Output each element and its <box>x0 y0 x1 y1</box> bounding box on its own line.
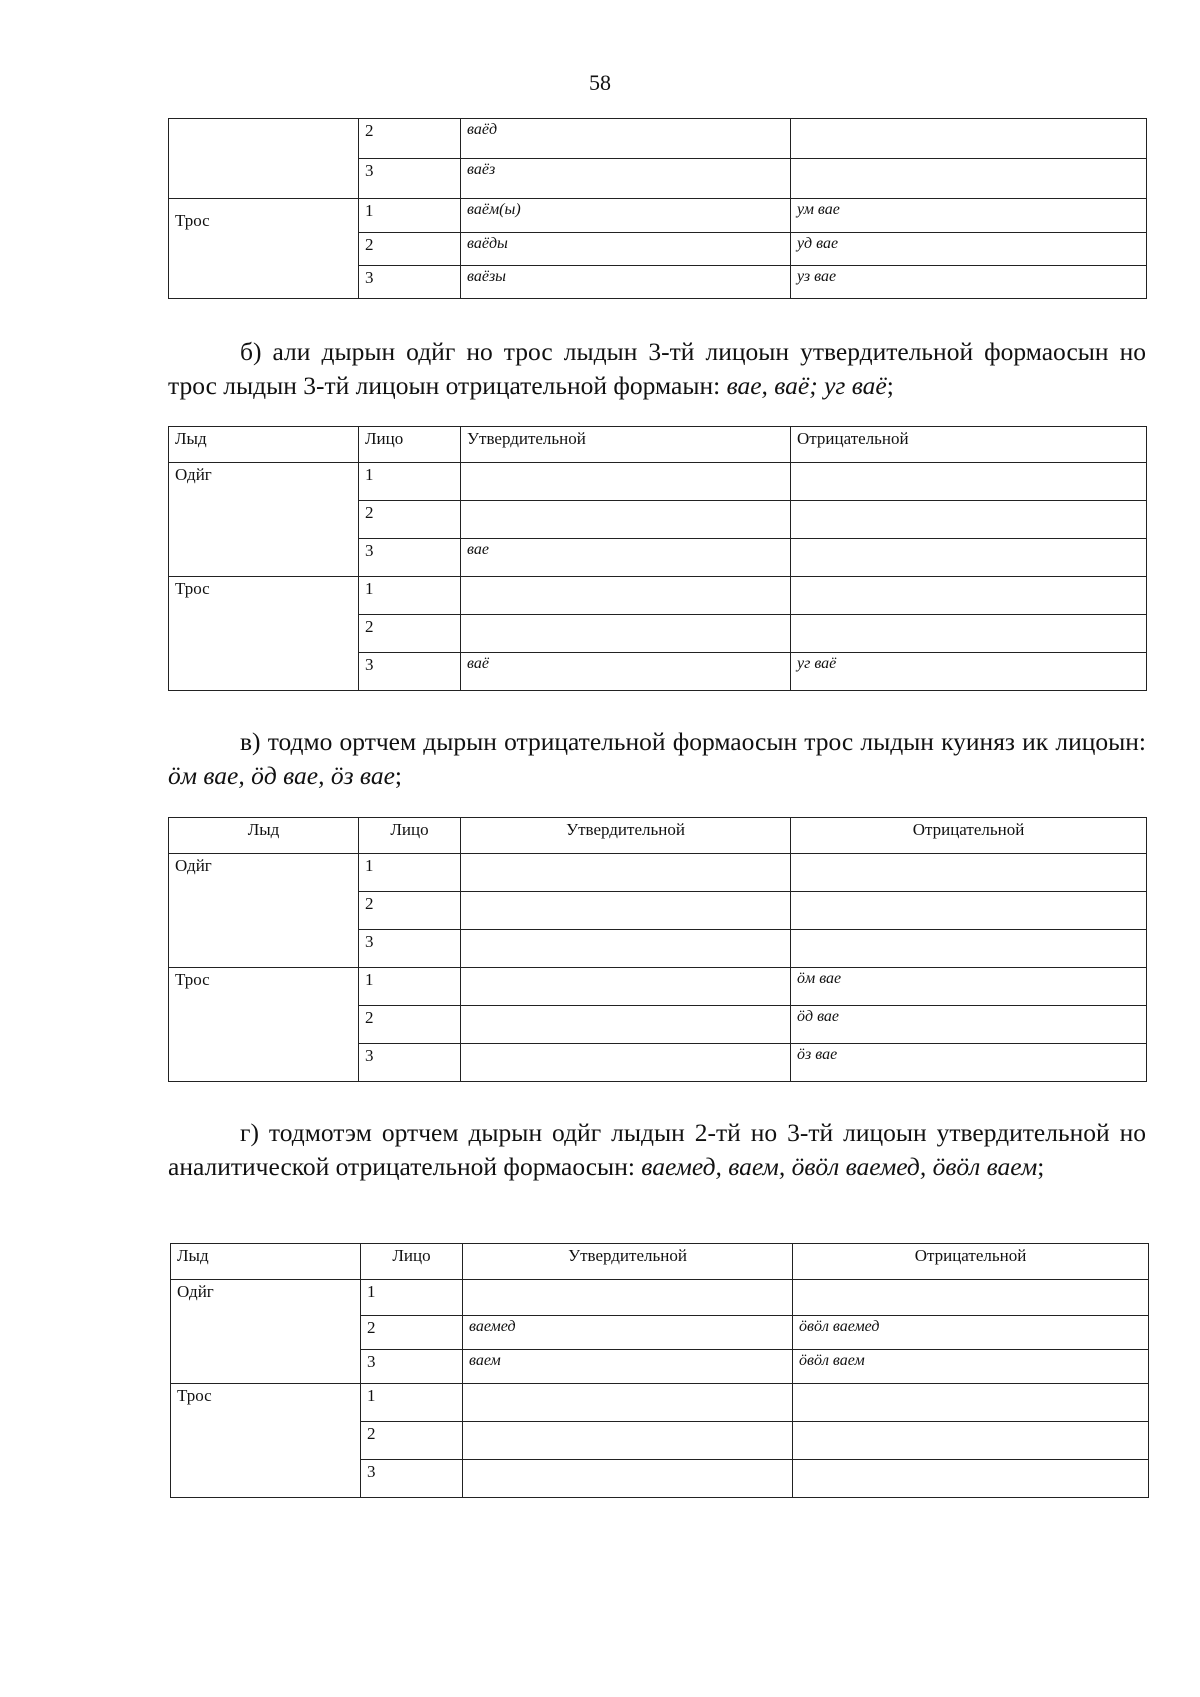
paragraph-g <box>168 1116 1146 1184</box>
person-cell: 1 <box>361 1384 463 1422</box>
affirmative-cell: ваё <box>461 653 791 691</box>
person-cell: 1 <box>359 968 461 1006</box>
paragraph-b <box>168 335 1146 403</box>
person-cell: 3 <box>359 653 461 691</box>
table-g <box>170 1243 1149 1498</box>
negative-cell <box>791 615 1147 653</box>
affirmative-cell <box>463 1280 793 1316</box>
page-number: 58 <box>589 70 611 95</box>
group-cell: Трос <box>169 968 359 1082</box>
header-negative: Отрицательной <box>791 427 1147 463</box>
affirmative-cell <box>461 968 791 1006</box>
person-cell: 3 <box>359 1044 461 1082</box>
paragraph-examples: ӧм вае, ӧд вае, ӧз вае <box>168 761 395 790</box>
group-cell: Трос <box>171 1384 361 1498</box>
affirmative-cell: ваёз <box>461 159 791 199</box>
affirmative-cell <box>461 1044 791 1082</box>
affirmative-cell: ваёзы <box>461 266 791 299</box>
person-cell: 2 <box>359 615 461 653</box>
header-number: Лыд <box>169 818 359 854</box>
negative-cell: ӧвӧл ваемед <box>793 1316 1149 1350</box>
negative-cell: ӧвӧл ваем <box>793 1350 1149 1384</box>
negative-cell: ӧд вае <box>791 1006 1147 1044</box>
negative-cell <box>793 1384 1149 1422</box>
header-negative: Отрицательной <box>793 1244 1149 1280</box>
negative-cell: ум вае <box>791 199 1147 233</box>
affirmative-cell <box>461 1006 791 1044</box>
paragraph-examples: вае, ваё; уг ваё <box>726 371 887 400</box>
affirmative-cell: ваем <box>463 1350 793 1384</box>
negative-cell <box>791 539 1147 577</box>
paragraph-end: ; <box>1037 1152 1045 1181</box>
negative-cell <box>791 854 1147 892</box>
header-number: Лыд <box>171 1244 361 1280</box>
affirmative-cell: ваемед <box>463 1316 793 1350</box>
person-cell: 2 <box>359 1006 461 1044</box>
header-affirmative: Утвердительной <box>461 818 791 854</box>
paragraph-v <box>168 725 1146 793</box>
affirmative-cell: ваём(ы) <box>461 199 791 233</box>
person-cell: 3 <box>359 266 461 299</box>
table-row <box>171 1280 1149 1316</box>
negative-cell <box>791 463 1147 501</box>
affirmative-cell: ваёд <box>461 119 791 159</box>
header-affirmative: Утвердительной <box>461 427 791 463</box>
table-row <box>169 119 1147 159</box>
person-cell: 3 <box>359 539 461 577</box>
table-row <box>169 968 1147 1006</box>
header-number: Лыд <box>169 427 359 463</box>
negative-cell <box>791 577 1147 615</box>
person-cell: 1 <box>359 463 461 501</box>
paragraph-end: ; <box>886 371 894 400</box>
affirmative-cell <box>461 501 791 539</box>
negative-cell <box>791 892 1147 930</box>
person-cell: 3 <box>361 1460 463 1498</box>
header-negative: Отрицательной <box>791 818 1147 854</box>
negative-cell <box>791 930 1147 968</box>
person-cell: 2 <box>359 233 461 266</box>
paragraph-text: б) али дырын одйг но трос лыдын 3-тй лицоын утвердительной формаосын но трос лыдын 3-тй лицоын отрицательной формаын: <box>168 337 1146 400</box>
negative-cell: уг ваё <box>791 653 1147 691</box>
paragraph-end: ; <box>394 761 402 790</box>
affirmative-cell <box>463 1422 793 1460</box>
negative-cell <box>791 159 1147 199</box>
table-v <box>168 817 1147 1082</box>
group-cell: Одйг <box>171 1280 361 1384</box>
paragraph-text: г) тодмотэм ортчем дырын одйг лыдын 2-тй но 3-тй лицоын утвердительной но аналитической отрицательной формаосын: <box>168 1118 1146 1181</box>
person-cell: 1 <box>359 854 461 892</box>
paragraph-text: в) тодмо ортчем дырын отрицательной формаосын трос лыдын куиняз ик лицоын: <box>240 727 1146 756</box>
negative-cell <box>791 119 1147 159</box>
negative-cell: ӧз вае <box>791 1044 1147 1082</box>
header-affirmative: Утвердительной <box>463 1244 793 1280</box>
person-cell: 3 <box>359 930 461 968</box>
group-cell: Трос <box>169 199 359 299</box>
table-row <box>169 463 1147 501</box>
paragraph-examples: ваемед, ваем, ӧвӧл ваемед, ӧвӧл ваем <box>641 1152 1038 1181</box>
affirmative-cell <box>463 1384 793 1422</box>
affirmative-cell <box>461 615 791 653</box>
affirmative-cell <box>461 854 791 892</box>
negative-cell: уд вае <box>791 233 1147 266</box>
affirmative-cell <box>463 1460 793 1498</box>
negative-cell: уз вае <box>791 266 1147 299</box>
negative-cell <box>793 1280 1149 1316</box>
table-header-row <box>169 818 1147 854</box>
person-cell: 1 <box>359 577 461 615</box>
table-row <box>169 577 1147 615</box>
affirmative-cell <box>461 577 791 615</box>
negative-cell: ӧм вае <box>791 968 1147 1006</box>
negative-cell <box>793 1460 1149 1498</box>
person-cell: 1 <box>361 1280 463 1316</box>
table-header-row <box>169 427 1147 463</box>
person-cell: 2 <box>359 119 461 159</box>
person-cell: 2 <box>361 1422 463 1460</box>
affirmative-cell: вае <box>461 539 791 577</box>
group-cell: Одйг <box>169 854 359 968</box>
affirmative-cell <box>461 892 791 930</box>
affirmative-cell <box>461 463 791 501</box>
header-person: Лицо <box>361 1244 463 1280</box>
table-b <box>168 426 1147 691</box>
table-continuation <box>168 118 1147 299</box>
group-cell: Одйг <box>169 463 359 577</box>
person-cell: 2 <box>359 892 461 930</box>
person-cell: 3 <box>359 159 461 199</box>
header-person: Лицо <box>359 427 461 463</box>
affirmative-cell <box>461 930 791 968</box>
table-row <box>171 1384 1149 1422</box>
affirmative-cell: ваёды <box>461 233 791 266</box>
group-cell <box>169 119 359 199</box>
negative-cell <box>791 501 1147 539</box>
table-header-row <box>171 1244 1149 1280</box>
table-row <box>169 199 1147 233</box>
person-cell: 2 <box>361 1316 463 1350</box>
negative-cell <box>793 1422 1149 1460</box>
person-cell: 2 <box>359 501 461 539</box>
group-cell: Трос <box>169 577 359 691</box>
header-person: Лицо <box>359 818 461 854</box>
person-cell: 3 <box>361 1350 463 1384</box>
table-row <box>169 854 1147 892</box>
person-cell: 1 <box>359 199 461 233</box>
